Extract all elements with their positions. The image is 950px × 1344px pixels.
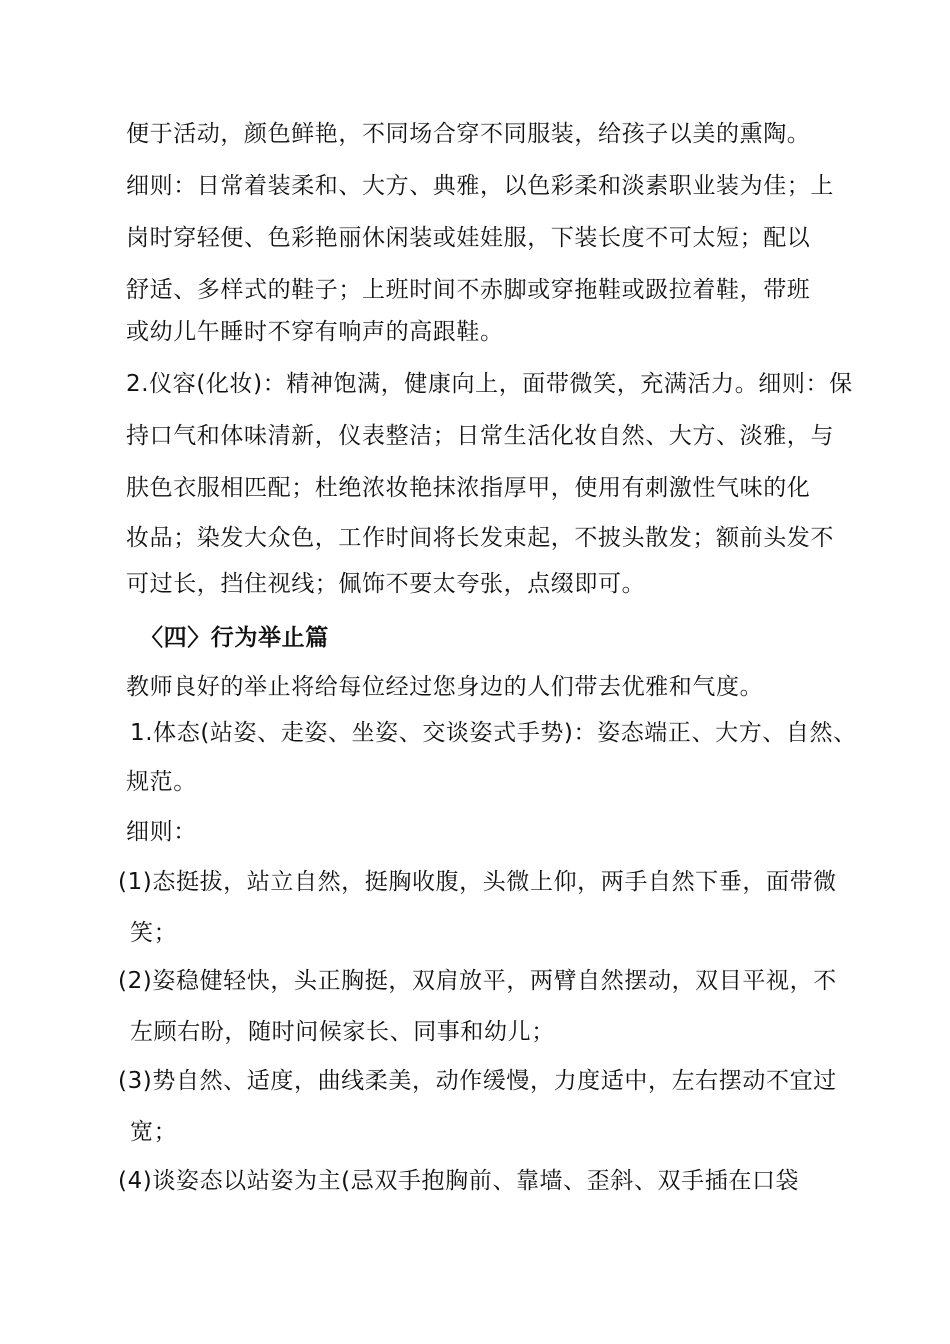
- paragraph-line: 规范。: [126, 769, 197, 795]
- section-heading: 〈四〉行为举止篇: [140, 625, 329, 651]
- list-item-line: 宽；: [130, 1119, 178, 1145]
- paragraph-line: 岗时穿轻便、色彩艳丽休闲装或娃娃服，下装长度不可太短；配以: [126, 225, 811, 251]
- paragraph-line: 舒适、多样式的鞋子；上班时间不赤脚或穿拖鞋或趿拉着鞋，带班: [126, 277, 811, 303]
- paragraph-line: 2.仪容(化妆)：精神饱满，健康向上，面带微笑，充满活力。细则：保: [126, 371, 853, 397]
- paragraph-line: 1.体态(站姿、走姿、坐姿、交谈姿式手势)：姿态端正、大方、自然、: [130, 720, 857, 746]
- paragraph-line: 可过长，挡住视线；佩饰不要太夸张，点缀即可。: [126, 571, 646, 597]
- list-item-line: 左顾右盼，随时问候家长、同事和幼儿；: [130, 1019, 555, 1045]
- paragraph-line: 细则：日常着装柔和、大方、典雅，以色彩柔和淡素职业装为佳；上: [126, 173, 834, 199]
- paragraph-line: 或幼儿午睡时不穿有响声的高跟鞋。: [126, 319, 504, 345]
- paragraph-line: 肤色衣服相匹配；杜绝浓妆艳抹浓指厚甲，使用有刺激性气味的化: [126, 475, 811, 501]
- list-item-line: (3)势自然、适度，曲线柔美，动作缓慢，力度适中，左右摆动不宜过: [118, 1068, 837, 1094]
- list-item-line: (2)姿稳健轻快，头正胸挺，双肩放平，两臂自然摆动，双目平视，不: [118, 968, 837, 994]
- paragraph-line: 教师良好的举止将给每位经过您身边的人们带去优雅和气度。: [126, 674, 764, 700]
- paragraph-line: 妆品；染发大众色，工作时间将长发束起，不披头散发；额前头发不: [126, 525, 834, 551]
- paragraph-line: 持口气和体味清新，仪表整洁；日常生活化妆自然、大方、淡雅，与: [126, 423, 834, 449]
- paragraph-line: 细则：: [126, 819, 197, 845]
- list-item-line: (1)态挺拔，站立自然，挺胸收腹，头微上仰，两手自然下垂，面带微: [118, 869, 837, 895]
- list-item-line: (4)谈姿态以站姿为主(忌双手抱胸前、靠墙、歪斜、双手插在口袋: [118, 1168, 800, 1194]
- paragraph-line: 便于活动，颜色鲜艳，不同场合穿不同服装，给孩子以美的熏陶。: [126, 121, 811, 147]
- list-item-line: 笑；: [130, 920, 178, 946]
